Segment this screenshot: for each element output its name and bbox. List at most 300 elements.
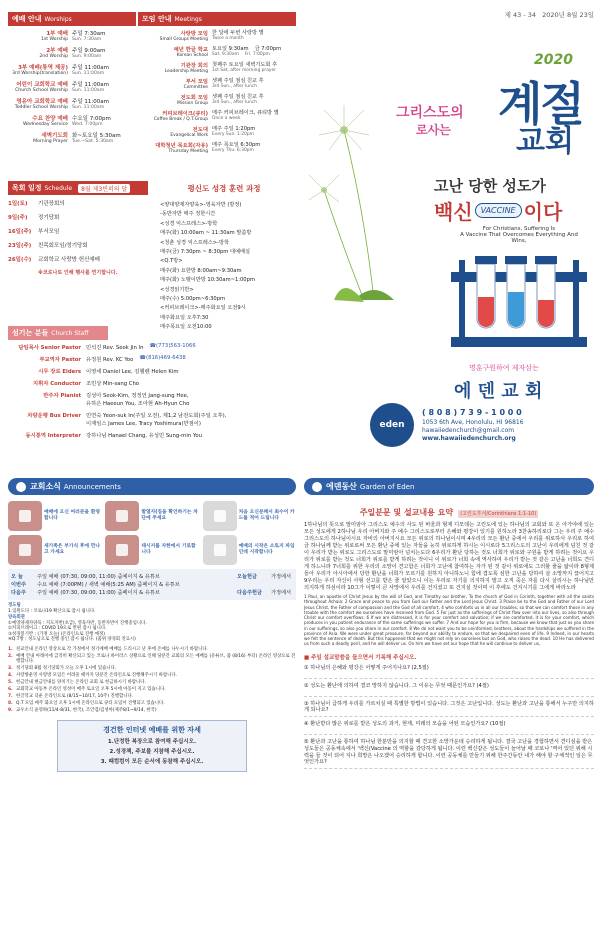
meeting-row [138, 45, 296, 58]
meeting-name [138, 141, 212, 154]
training-list [152, 201, 296, 330]
worship-row [8, 46, 136, 59]
staff-names [86, 355, 296, 363]
staff-name-line [86, 431, 296, 439]
worship-row [8, 29, 136, 42]
meeting-time-en: Every Sun. 1:20pm [212, 132, 254, 137]
staff-row [8, 391, 296, 407]
question-text: ③ 하나님이 급하게 우리를 가르치실 때 특별한 방법이 있습니다. 그것은 고난입니다. 성도는 환난과 고난을 통해서 누구만 의지하게 되나요? [304, 700, 594, 714]
announcement-box [203, 535, 296, 565]
announcement-box [203, 501, 296, 531]
meeting-name [138, 29, 212, 42]
notice-text: 정기당회 8월 정기당회가 오늘 오후 1시에 있습니다. [16, 666, 117, 671]
staff-header-title: 섬기는 분들 [12, 329, 49, 337]
rules-line: 3. 때컴컴이 모든 순서에 동참해 주십시오. [100, 758, 204, 765]
worship-name-kr: 2부 예배 [46, 48, 68, 54]
meeting-name [138, 61, 212, 74]
question-item [304, 739, 594, 769]
sermon-title-line [304, 500, 594, 519]
schedule-row [8, 213, 148, 221]
mask-icon-glyph [116, 544, 128, 556]
offering-text: 수요 예배 (7:00PM) / 새벽 예배(5:25 AM) 줌페이지 & 유튜브 [37, 582, 180, 588]
staff-names [86, 431, 296, 439]
worship-name-kr: 어린이 교회학교 예배 [16, 82, 68, 88]
worship-time-en: Tue.~Sat. 5:30am [72, 139, 114, 144]
meeting-name [138, 45, 212, 58]
worship-time-kr: 주일 11:00am [72, 82, 109, 88]
announcement-box-text: 예배의 시작은 소토지 파임인데 시작합니다 [238, 544, 295, 555]
worship-time [72, 46, 136, 59]
staff-name-line [86, 367, 296, 375]
vaccine-line [434, 196, 562, 225]
question-list [304, 665, 594, 770]
meeting-time-en: 1st Sat, after morning prayer [212, 68, 277, 73]
issue-line [304, 10, 594, 19]
staff-row [8, 343, 296, 351]
notice-item [8, 687, 296, 693]
question-item [304, 665, 594, 679]
rules-title: 경건한 인터넷 예배를 위한 자세 [103, 725, 201, 734]
staff-name2: 이재임스 James Lee, Tracy Yoshimura(반점이) [86, 421, 201, 427]
meeting-time-kr: 한 달에 두번 사랑방 별 [212, 30, 264, 36]
meeting-name-en: Small Groups Meeting [159, 37, 208, 42]
meeting-time-en: 3rd Sun., after lunch [212, 84, 258, 89]
dandelion-illustration [304, 50, 444, 310]
meeting-row [138, 109, 296, 122]
worship-name-kr: 3부 예배(통역 제공) [18, 65, 68, 71]
schedule-month: 8월 제3빈퍼의 달 [78, 184, 130, 193]
card-icon [203, 501, 237, 531]
staff-list [8, 343, 296, 439]
schedule-text: 친목회모임/정기당회 [38, 243, 88, 249]
meeting-row [138, 125, 296, 138]
meeting-time-row-en [212, 52, 296, 57]
training-line: 매주목요일 오전10:00 [160, 324, 212, 331]
notice-number: 7. [8, 694, 13, 699]
announcement-box-text: 새가족은 부가식 후에 만나고 가세요 [44, 544, 100, 555]
announcement-box-text: 예배에 오신 여러분을 환영합니다 [44, 510, 100, 521]
worship-time-en: Sun. 11:00am [72, 71, 105, 76]
schedule-text: 부서모임 [38, 229, 60, 235]
offering-label: 오 늘 [11, 574, 23, 580]
schedule-row [8, 241, 148, 249]
staff-names [86, 411, 296, 427]
meetings-header [138, 12, 296, 26]
vaccine-badge: VACCINE [475, 203, 522, 218]
worship-time-kr: 주일 9:00am [72, 48, 106, 54]
sermon-scripture: (고린도후서/Corinthians 1:1-10) [460, 511, 537, 517]
staff-row [8, 367, 296, 375]
contact-website[interactable]: www.hawaiiedenchurch.org [422, 434, 516, 442]
staff-phone[interactable]: ☎(816)469-6438 [139, 355, 186, 361]
worship-time [72, 131, 136, 144]
meeting-time [212, 45, 296, 58]
meeting-row [138, 29, 296, 42]
staff-name2: 유하은 Haeeun You, 조아현 Ah-Hyun Cho [86, 401, 190, 407]
worship-time-kr: 화~토요일 5:30am [72, 133, 121, 139]
notice-number: 3. [8, 666, 13, 671]
training-line: 매주(화) 노벨이반방 10:30am~1:00pm [160, 277, 255, 284]
meeting-time [212, 125, 296, 138]
meeting-row [138, 77, 296, 90]
staff-header [8, 326, 108, 340]
rules-line: 2.성경책, 주보를 지참해 주십시오. [109, 748, 195, 755]
schedule-text: 기관장회의 [38, 201, 65, 207]
staff-row [8, 379, 296, 387]
staff-name: 김성아 Seok-Kim, 정정언 Jang-sung Hee, [86, 393, 189, 399]
announcements-header-title: 교회소식 [30, 482, 61, 491]
staff-name-line [86, 379, 296, 387]
contact-email[interactable]: hawaiiedenchurch@gmail.com [422, 426, 515, 434]
staff-header-sub: Church Staff [51, 329, 89, 337]
announcement-box [8, 501, 101, 531]
staff-names [86, 391, 296, 407]
staff-name: 이영세 Daniel Lee, 김헬렌 Helen Kim [86, 369, 179, 375]
worship-header-title: 예배 안내 [12, 15, 42, 23]
church-icon-glyph [19, 510, 31, 522]
nurture-list [8, 621, 296, 643]
meeting-name [138, 125, 212, 138]
meeting-time-kr: 셋째 주일 점심 친교 후 [212, 94, 264, 100]
nurture-line: ④Q.T방 : 성도님으로 진행 중인 잠시 쉽니다. (줌위 양경회 진료시) [8, 637, 136, 642]
vaccine-tubes-illustration [449, 242, 589, 352]
meeting-time-kr: 매주 주일 1:20pm [212, 126, 256, 132]
announcement-boxes [8, 501, 296, 565]
worship-time-kr: 수요일 7:00pm [72, 116, 111, 122]
offering-text: 주일 예배 (07:30, 09:00, 11:00) 줌예이지 & 유튜브 [37, 574, 160, 580]
staff-section [8, 326, 296, 456]
meeting-name [138, 77, 212, 90]
church-name: 에 덴 교 회 [454, 381, 543, 402]
worship-header-sub: Worships [44, 15, 72, 23]
schedule-section [8, 181, 148, 291]
announcement-box-text: 처음 오신분께서 최수이 카드를 적어 드립니다 [238, 510, 295, 521]
worship-time [72, 63, 136, 76]
notice-number: 6. [8, 687, 13, 692]
eden-header-title: 에덴동산 [326, 482, 357, 491]
meeting-name-kr: 전도대 [192, 127, 208, 133]
announcement-box-text: 테시지를 자한에서 기로합니다 [141, 544, 196, 555]
announcement-box [105, 501, 198, 531]
training-section [152, 181, 296, 331]
worship-time-en: Sun. 9:00am [72, 54, 102, 59]
meeting-name [138, 109, 212, 122]
training-header-title: 평신도 성경 훈련 과정 [187, 184, 261, 193]
announcements-logo-icon [16, 482, 26, 492]
staff-name-line [86, 411, 296, 419]
worship-time-en: Wed. 7:00pm [72, 122, 103, 127]
staff-phone[interactable]: ☎(773)563-1066 [149, 343, 196, 349]
notice-item [8, 708, 296, 714]
schedule-date: 1일(토) [8, 201, 28, 207]
question-title: ■ 주일 설교말씀을 들으면서 기록해 주십시오. [304, 654, 417, 661]
worship-name [8, 63, 72, 76]
offering-row [11, 573, 293, 580]
worship-section [8, 12, 136, 182]
nurture-line: ②커피브레이크 : COVID 19으로 반원 잠시 쉽니다. [8, 626, 107, 631]
offering-rows [8, 569, 296, 600]
staff-role: 반주자 Pianist [43, 393, 81, 399]
title-season: 계절 [498, 77, 583, 131]
notice-text: Q.T 모임 매주 화요일 오후 1시에 온라인으로 큐티 모임이 진행되고 있습니다. [16, 701, 165, 706]
car-icon-glyph [214, 544, 226, 556]
training-header [152, 181, 296, 196]
staff-name: 강하나님 Hanael Chang, 유성민 Sung-min You [86, 433, 202, 439]
staff-name: 유정원 Rev. KC Yoo [86, 357, 134, 363]
schedule-header-title: 목회 일정 [12, 184, 42, 192]
nurture-line: ①예영양제자양육 : 지도자반(초급), 영육자반, 동반자반이 진행중입니다. [8, 620, 147, 626]
notice-text: 헌금안내 현금안내를 양치기는 온라인 교회 로 헌금하시기 바랍니다. [16, 680, 146, 685]
worship-header [8, 12, 136, 26]
question-item [304, 721, 594, 735]
schedule-row [8, 199, 148, 207]
notice-text: 예배 안내 아래이에 급격히 확산되고 있는 코로나 바이러스 상황으로 인해 당분간 교회의 모든 예배를 (유튜브, 줌 (8/16) 부터) 온라인 영상으로 진행합니다. [16, 653, 296, 664]
staff-name: 민연숙 Yeon-suk In(주일 오전), 제1,2 남전도회(주일 오후), [86, 413, 227, 419]
training-line: 매주(수) 5:00pm~6:30pm [160, 295, 226, 302]
schedule-header [8, 181, 148, 195]
meeting-time-kr: 첫째주 토요일 새벽기도회 후 [212, 62, 278, 68]
worship-name-en: Wednesday Service [22, 122, 68, 127]
meeting-name-kr: 기관장 회의 [180, 63, 208, 69]
worship-time [72, 97, 136, 110]
meeting-time-en: Every Thu. 6:30pm [212, 148, 254, 153]
training-line: <양대양제자양육>-영육자반 (방정) [160, 202, 242, 208]
issue-date: 2020년 8월 23일 [542, 11, 594, 19]
staff-role: 동시통역 Interpreter [25, 433, 81, 439]
worship-row [8, 80, 136, 93]
schedule-date: 23일(주) [8, 243, 32, 249]
training-line: <Q.T방> [160, 258, 183, 265]
worship-name [8, 131, 72, 144]
meeting-time2-en: Fri. 7:00pm [244, 52, 270, 57]
meeting-row [138, 93, 296, 106]
worship-name [8, 46, 72, 59]
meeting-time-kr: 토요일 9:30am [212, 46, 249, 52]
offering-text: 주일 예배 (07:30, 09:00, 11:00) 줌페이지 & 유튜브 [37, 590, 160, 596]
question-item [304, 683, 594, 697]
notice-text: 교회학교 아동부 온라인 영성이 매주 토요일 오후 5시에 아동이 지고 있습니다. [16, 687, 166, 692]
staff-role: 지휘자 Conductor [33, 381, 81, 387]
announcement-box [105, 535, 198, 565]
schedule-list [8, 199, 148, 263]
staff-name-line [86, 343, 296, 351]
question-text: ⑤ 환난과 고난을 통하여 하나님 한분만을 의지할 때 견고한 소망가운데 승리하게 됩니다. 결국 고난을 경험하면서 견디심을 받은 성도들은 공동체속에서 '백신(Vaccine 의 역할을 감당하게 됩니다. 이런 백신같은 성도들이 늘어날 때 코로나 '역어 있던 위해 시력을 들 것이 되어 지나 희망은 나오겠어 승리하게 합니다. 이런 공동체를 만들기 위해 한주간동안 내가 해야 할 구체적인 일은 무엇인가요? [304, 739, 593, 766]
council-line: 1.임원도다 : 코로나19 확산으로 잠시 쉽니다. [8, 608, 96, 614]
training-line: <성경 익스프레스>-방학 [160, 220, 218, 227]
notice-text: 친교안내 온라인 영상으로 각 가정에서 정기예배 예배를 드리시고 난 후에 온예를 나누시기 바랍니다. [16, 646, 209, 652]
staff-name: 민석진 Rev. Seok Jin In [86, 345, 144, 351]
eden-header-sub: Garden of Eden [359, 482, 415, 491]
meetings-header-sub: Meetings [174, 15, 202, 23]
thermometer-icon [105, 501, 139, 531]
training-line: <커피브레이크>-매주화요일 오전9시 [160, 305, 246, 312]
meeting-time [212, 109, 296, 122]
meeting-time-en: Once a week [212, 116, 241, 121]
church-logo [370, 403, 414, 447]
theme-english-line1: For Christians, Suffering Is [482, 226, 556, 232]
church-icon [8, 501, 42, 531]
meeting-time-kr: 매주 커피브레이크, 큐티방 별 [212, 110, 279, 116]
masthead [304, 10, 594, 460]
notice-text: 교우소식 윤영하(11/4-8/31, 한국), 조안검/김성아(제주8/1~9/14, 한국) [16, 708, 157, 713]
schedule-date: 16일(주) [8, 229, 32, 235]
question-text: ④ 환난받다 많은 위로를 받은 성도의 과거, 현재, 미래의 모습을 어떤 모습인가요? (10절) [304, 721, 506, 727]
meeting-time [212, 141, 296, 154]
offering-label: 다음주 [11, 590, 27, 596]
worship-time-en: Sun. 11:00am [72, 105, 105, 110]
notice-item [8, 654, 296, 665]
rules-line: 1.단정한 복장으로 참여해 주십시오. [107, 738, 197, 745]
question-item [304, 701, 594, 718]
training-line: 매주(금) 7:30pm ~ 8:30pm 대예배실 [160, 248, 251, 255]
notice-item [8, 673, 296, 679]
worship-name-en: Morning Prayer [33, 139, 68, 144]
council-title: 정도팀 [8, 603, 21, 608]
issue-number: 제 43 - 34 [504, 11, 536, 19]
staff-role: 담임목사 Senior Pastor [18, 345, 81, 351]
staff-names [86, 379, 296, 387]
meeting-name-en: Korean School [176, 53, 208, 58]
announcement-box [8, 535, 101, 565]
title-church: 교회 [516, 124, 574, 159]
notice-item [8, 666, 296, 672]
staff-role: 부교역자 Pastor [39, 357, 81, 363]
schedule-date: 9일(주) [8, 215, 28, 221]
sermon-body-en: 1 Paul, an apostle of Christ Jesus by the will of God, and Timothy our brother, To the church of God in Corinth, together with all the saints throughout Achaia: 2 Grace and peace to you from God our Father and the Lord Jesus Christ. 3 Praise be to the God and Father of our Lord Jesus Christ, the Father of compassion and the God of all comfort, 4 who comforts us in all our troubles, so that we can comfort those in any trouble with the comfort we ourselves have received from God. 5 For just as the sufferings of Christ flow over into our lives, so also through Christ our comfort overflows. 6 If we are distressed, it is for your comfort and salvation; if we are comforted, it is for your comfort, which produces in you patient endurance of the same sufferings we suffer. 7 And our hope for you is firm, because we know that just as you share in our sufferings, so also you share in our comfort. 8 We do not want you to be uninformed, brothers, about the hardships we suffered in the province of Asia. We were under great pressure, far beyond our ability to endure, so that we despaired even of life. 9 Indeed, in our hearts we felt the sentence of death. But this happened that we might not rely on ourselves but on God, who raises the dead. 10 He has delivered us from such a deadly peril, and he will deliver us. On him we have set our hope that he will continue to deliver us, [304, 594, 594, 647]
staff-row [8, 431, 296, 439]
training-line: 매주화요일 오후7:30 [160, 314, 209, 321]
slogan-line1: 그리스도의 [396, 105, 464, 121]
worship-name [8, 80, 72, 93]
schedule-date: 26일(수) [8, 257, 32, 263]
notice-number: 2. [8, 653, 13, 659]
meeting-time-row [212, 45, 296, 52]
meetings-section [138, 12, 296, 182]
council-block [8, 603, 296, 643]
notice-number: 4. [8, 673, 13, 678]
schedule-row [8, 255, 148, 263]
meeting-time [212, 77, 296, 90]
meeting-time-kr: 셋째 주일 점심 친교 후 [212, 78, 264, 84]
worship-name-en: 1st Worship [40, 37, 68, 42]
sermon-body-kr: 1하나님의 뜻으로 말미암아 그리스도 예수의 사도 된 바울과 형제 디모데는 고린도에 있는 하나님의 교회와 또 온 아가야에 있는 모든 성도에게 2하나님 우리 아버지와 주 예수 그리스도로부터 은혜와 평강이 있기를 원하노라 3찬송하리로다 그는 우리 주 예수 그리스도의 하나님이시요 자비의 아버지시요 모든 위로의 하나님이시며 4우리의 모든 환난 중에서 우리를 위로하사 우리로 하여금 하나님께 받는 위로로써 모든 환난 중에 있는 자들을 능히 위로하게 하시는 이시로다 5그리스도의 고난이 우리에게 넘친 것 같이 우리가 받는 위로도 그리스도로 말미암아 넘치는도다 6우리가 환난 당하는 것도 너희가 위로와 구원을 받게 하려는 것이요 우리가 위로를 받는 것도 너희가 위로를 받게 하려는 것이니 이 위로가 너희 속에 역사하여 우리가 받는 것 같은 고난을 너희도 견디게 하느니라 7너희를 위한 우리의 소망이 견고함은 너희가 고난에 참여하는 자가 된 것 같이 위로에도 그러할 줄을 앎이라 8형제들아 우리가 아시아에서 당한 환난을 너희가 모르기를 원하지 아니하노니 힘에 겹도록 심한 고난을 당하여 살 소망까지 끊어지고 9우리는 우리 자신이 사형 선고를 받은 줄 알았으니 이는 우리로 자기를 의지하지 말고 오직 죽은 자를 다시 살리시는 하나님만 의지하게 하심이라 10그가 이렇이 큰 사망에서 우리를 건지셨고 또 건지실 것이며 이 후에도 건지시기를 그에게 바라노라 [304, 522, 594, 592]
contact-phone: ( 8 0 8 ) 7 3 9 - 1 0 0 0 [422, 408, 522, 417]
church-tagline: 명훈구원하여 제자삼는 [469, 364, 539, 372]
sermon-title: 주일분문 및 설교내용 요약 [359, 508, 454, 517]
schedule-note: ※코로나로 인해 행사를 연기합니다. [38, 270, 118, 276]
schedule-header-sub: Schedule [44, 184, 73, 192]
worship-row [8, 131, 136, 144]
people-icon [8, 535, 42, 565]
meeting-time [212, 93, 296, 106]
meeting-time-en: Twice a month [212, 36, 244, 41]
announcements-header [8, 478, 296, 495]
meeting-name-en: Mission Group [176, 101, 208, 106]
worship-name [8, 114, 72, 127]
offering-row [11, 581, 293, 588]
worship-time-kr: 주일 7:30am [72, 31, 106, 37]
meeting-name-kr: 커피브레이크(큐티) [162, 111, 208, 117]
offering-right-text: 가정에서 [271, 574, 292, 580]
staff-row [8, 411, 296, 427]
notice-text: 사랑방운영 사랑방 모임은 어려울 때까지 당분간 온라인으로 진행해주시기 바랍니다. [16, 673, 178, 678]
offering-label: 이번주 [11, 582, 27, 588]
meeting-name-kr: 부서 모임 [185, 79, 208, 85]
notice-number: 9. [8, 708, 13, 713]
meeting-time [212, 61, 296, 74]
meeting-name-kr: 전도회 모임 [180, 95, 208, 101]
worship-time [72, 80, 136, 93]
worship-time-kr: 주일 11:00am [72, 99, 109, 105]
meeting-name-kr: 사랑방 모임 [180, 31, 208, 37]
worship-name-kr: 수요 찬양 예배 [32, 116, 68, 122]
people-icon-glyph [19, 544, 31, 556]
thermometer-icon-glyph [116, 510, 128, 522]
slogan-line2: 로사는 [416, 123, 451, 137]
announcements-header-sub: Announcements [63, 482, 121, 491]
training-line: 매주(화) 10:00am ~ 11:30am 말씀방 [160, 230, 252, 237]
staff-name: 조민상 Min-sang Cho [86, 381, 140, 387]
worship-name-en: Toddler School Worship [14, 105, 68, 110]
meeting-time-en: 3rd Sun., after lunch [212, 100, 258, 105]
eden-section [304, 478, 594, 918]
staff-name-line [86, 355, 296, 363]
staff-row [8, 355, 296, 363]
meeting-name-en: Committee [183, 85, 208, 90]
meeting-time2-kr: 금 7:00pm [254, 46, 282, 52]
worship-time [72, 114, 136, 127]
question-text: ① 하나님의 은혜와 평강은 어떻게 주어지나요? (2,5절) [304, 664, 429, 671]
notice-list [8, 647, 296, 714]
schedule-text: 정기당회 [38, 215, 60, 221]
notice-item [8, 647, 296, 653]
nurture-line: ③성경읽기반 : (가정 오늘) (온라인으로 진행 예정) [8, 631, 105, 637]
offering-right-text: 가정에서 [271, 590, 292, 596]
worship-time-en: Sun. 11:00am [72, 88, 105, 93]
meeting-time [212, 29, 296, 42]
contact-info [422, 408, 592, 443]
question-text: ② 성도는 환난에 의하여 결코 망하지 않습니다. 그 이유는 무엇 때문인가요? (4절) [304, 682, 489, 689]
worship-time-kr: 주일 11:00am [72, 65, 109, 71]
meeting-name [138, 93, 212, 106]
staff-names [86, 367, 296, 375]
meeting-row [138, 61, 296, 74]
offering-right-label: 다음주헌금 [237, 590, 263, 596]
meeting-time-en: Sat. 9:30am [212, 52, 239, 57]
worship-name-en: 2nd Worship [39, 54, 68, 59]
staff-role: 시무 장로 Elders [38, 369, 81, 375]
schedule-row [8, 227, 148, 235]
eden-logo-icon [312, 482, 322, 492]
worship-name-kr: 영유아 교회학교 예배 [16, 99, 68, 105]
training-line: <성경읽기반> [160, 286, 194, 293]
eden-header [304, 478, 594, 495]
card-icon-glyph [214, 510, 226, 522]
vaccine-pre: 백신 [434, 200, 473, 224]
offering-right-label: 오늘헌금 [237, 574, 258, 580]
training-line: 매주(화) 요한방 8:00am~9:30am [160, 267, 242, 274]
training-line: -동반자반 매주 정한시간 [160, 211, 216, 218]
meeting-name-en: Evangelical Work [170, 133, 208, 138]
offering-row [11, 589, 293, 596]
meeting-name-kr: 예년 한글 학교 [173, 47, 208, 53]
worship-list [8, 29, 136, 144]
worship-name-en: 3rd Worship(translation) [12, 71, 68, 76]
theme-english-line2: A Vaccine That Overcomes Everything And Wins, [460, 232, 578, 244]
meeting-name-en: Leadership Meeting [164, 69, 208, 74]
car-icon [203, 535, 237, 565]
logo-text: eden [379, 420, 405, 430]
